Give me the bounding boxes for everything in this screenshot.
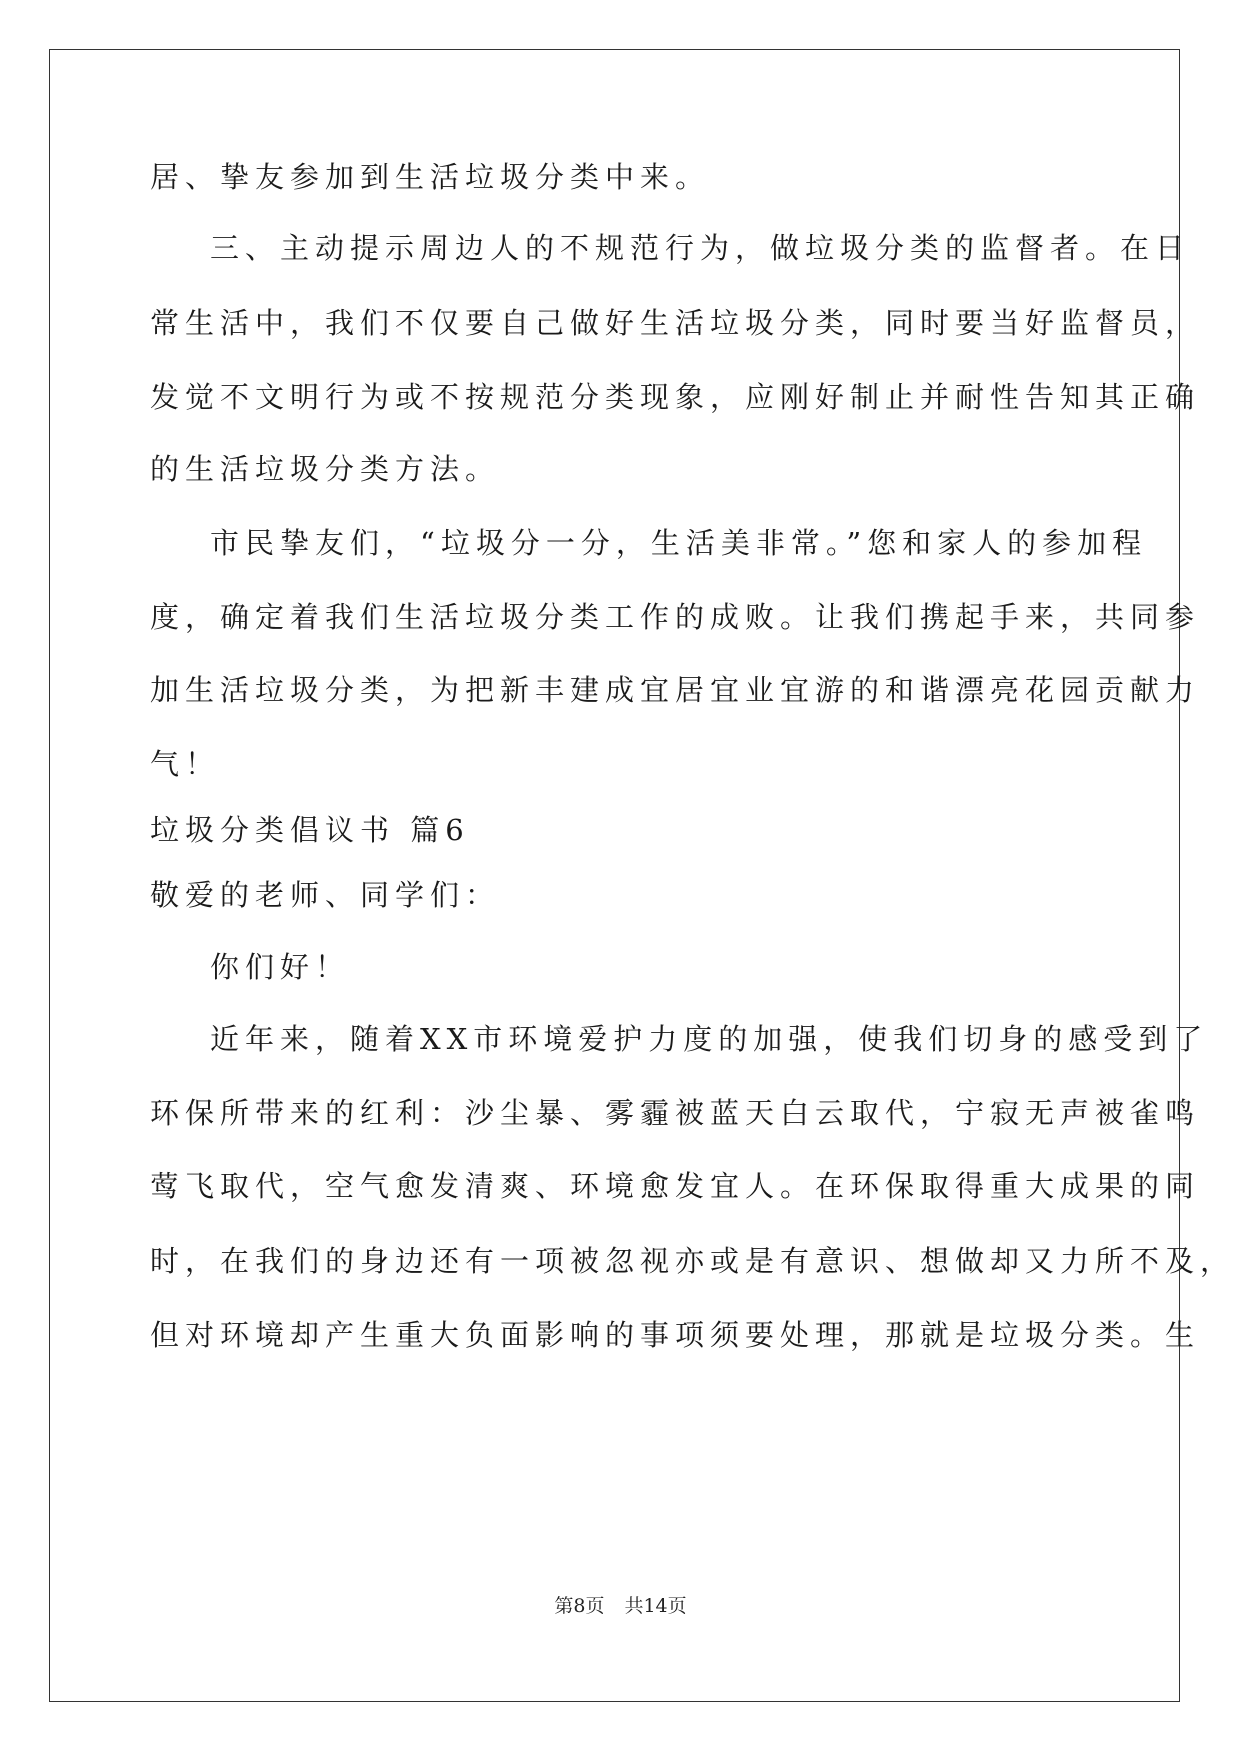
body-line: 居、挚友参加到生活垃圾分类中来。 [150, 160, 711, 194]
body-line: 但对环境却产生重大负面影响的事项须要处理，那就是垃圾分类。生 [150, 1318, 1201, 1352]
body-line: 常生活中，我们不仅要自己做好生活垃圾分类，同时要当好监督员， [150, 306, 1201, 340]
body-line: 近年来，随着XX市环境爱护力度的加强，使我们切身的感受到了 [210, 1022, 1209, 1056]
greeting: 你们好！ [210, 950, 351, 984]
page-footer [0, 1591, 1241, 1618]
body-line: 三、主动提示周边人的不规范行为，做垃圾分类的监督者。在日 [210, 231, 1191, 265]
page-frame [49, 49, 1236, 1702]
body-line: 发觉不文明行为或不按规范分类现象，应刚好制止并耐性告知其正确 [150, 380, 1201, 414]
body-line: 气！ [150, 747, 221, 781]
body-line: 莺飞取代，空气愈发清爽、环境愈发宜人。在环保取得重大成果的同 [150, 1169, 1201, 1203]
section-heading: 垃圾分类倡议书 篇6 [150, 813, 470, 847]
body-line: 度，确定着我们生活垃圾分类工作的成败。让我们携起手来，共同参 [150, 600, 1201, 634]
page-number: 第8页 [554, 1595, 605, 1617]
body-line: 加生活垃圾分类，为把新丰建成宜居宜业宜游的和谐漂亮花园贡献力 [150, 673, 1201, 707]
body-line: 的生活垃圾分类方法。 [150, 452, 501, 486]
body-line: 环保所带来的红利：沙尘暴、雾霾被蓝天白云取代，宁寂无声被雀鸣 [150, 1096, 1201, 1130]
page-total: 共14页 [624, 1595, 687, 1617]
salutation: 敬爱的老师、同学们： [150, 878, 501, 912]
body-line: 时，在我们的身边还有一项被忽视亦或是有意识、想做却又力所不及， [150, 1244, 1236, 1278]
body-line: 市民挚友们，“垃圾分一分，生活美非常。”您和家人的参加程 [210, 526, 1148, 560]
